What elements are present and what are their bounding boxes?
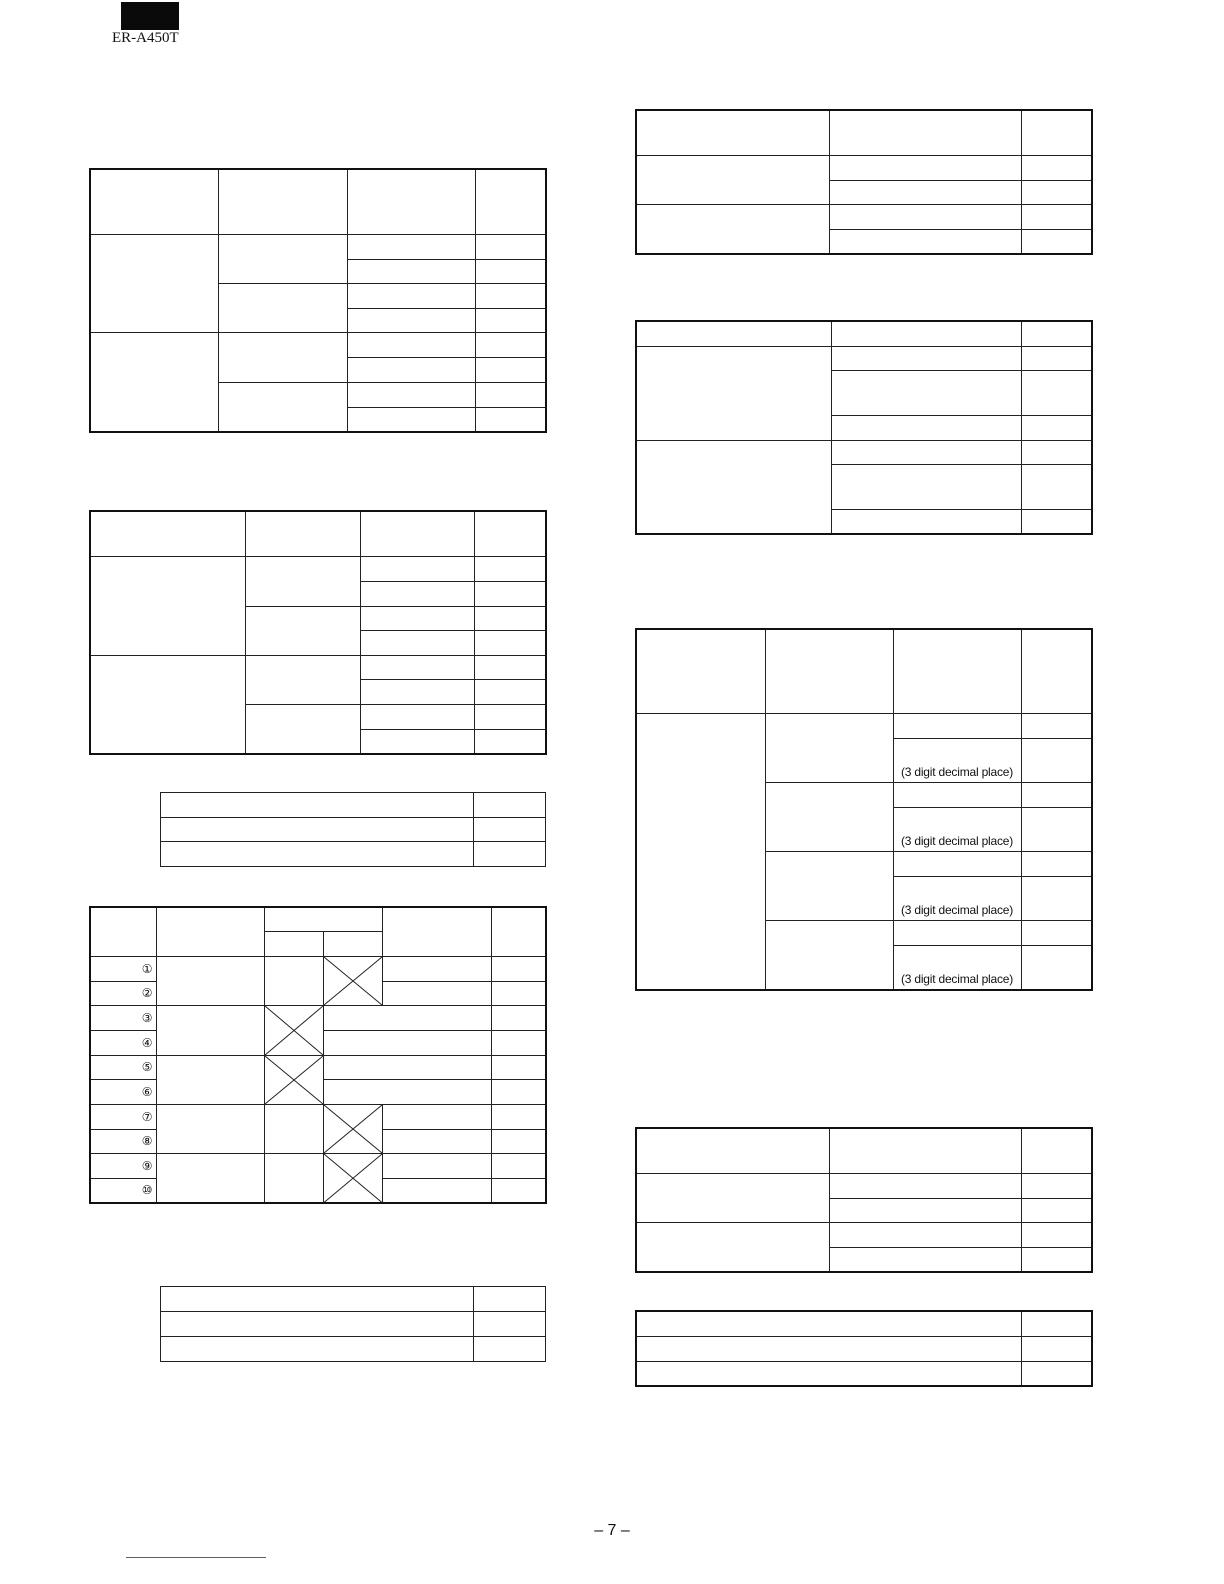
decimal-place-note: (3 digit decimal place) bbox=[893, 738, 1021, 782]
row-number: ⑦ bbox=[90, 1104, 156, 1129]
not-applicable-cross bbox=[323, 956, 382, 1005]
decimal-place-note: (3 digit decimal place) bbox=[893, 807, 1021, 851]
not-applicable-cross bbox=[264, 1055, 323, 1104]
brand-logo-block bbox=[121, 2, 179, 30]
decimal-place-note: (3 digit decimal place) bbox=[893, 945, 1021, 990]
row-number: ⑧ bbox=[90, 1129, 156, 1153]
not-applicable-cross bbox=[264, 1005, 323, 1055]
row-number: ⑤ bbox=[90, 1055, 156, 1079]
decimal-place-note: (3 digit decimal place) bbox=[893, 876, 1021, 920]
page-number: – 7 – bbox=[594, 1522, 630, 1539]
setting-table-2 bbox=[89, 510, 547, 755]
row-number: ③ bbox=[90, 1005, 156, 1030]
footer-link-underline[interactable] bbox=[126, 1557, 266, 1558]
setting-table-6 bbox=[635, 320, 1093, 535]
row-number: ⑩ bbox=[90, 1178, 156, 1203]
setting-table-3 bbox=[160, 792, 546, 867]
row-number: ④ bbox=[90, 1030, 156, 1055]
setting-table-1 bbox=[89, 168, 547, 433]
not-applicable-cross bbox=[323, 1104, 382, 1153]
setting-table-7 bbox=[635, 1127, 1093, 1273]
setting-table-4 bbox=[160, 1286, 546, 1362]
numbered-setting-table bbox=[89, 906, 547, 1204]
row-number: ② bbox=[90, 981, 156, 1005]
row-number: ⑥ bbox=[90, 1079, 156, 1104]
row-number: ① bbox=[90, 956, 156, 981]
setting-table-5 bbox=[635, 109, 1093, 255]
decimal-setting-table bbox=[635, 628, 1093, 991]
not-applicable-cross bbox=[323, 1153, 382, 1203]
setting-table-8 bbox=[635, 1310, 1093, 1387]
model-number: ER-A450T bbox=[112, 30, 179, 46]
row-number: ⑨ bbox=[90, 1153, 156, 1178]
